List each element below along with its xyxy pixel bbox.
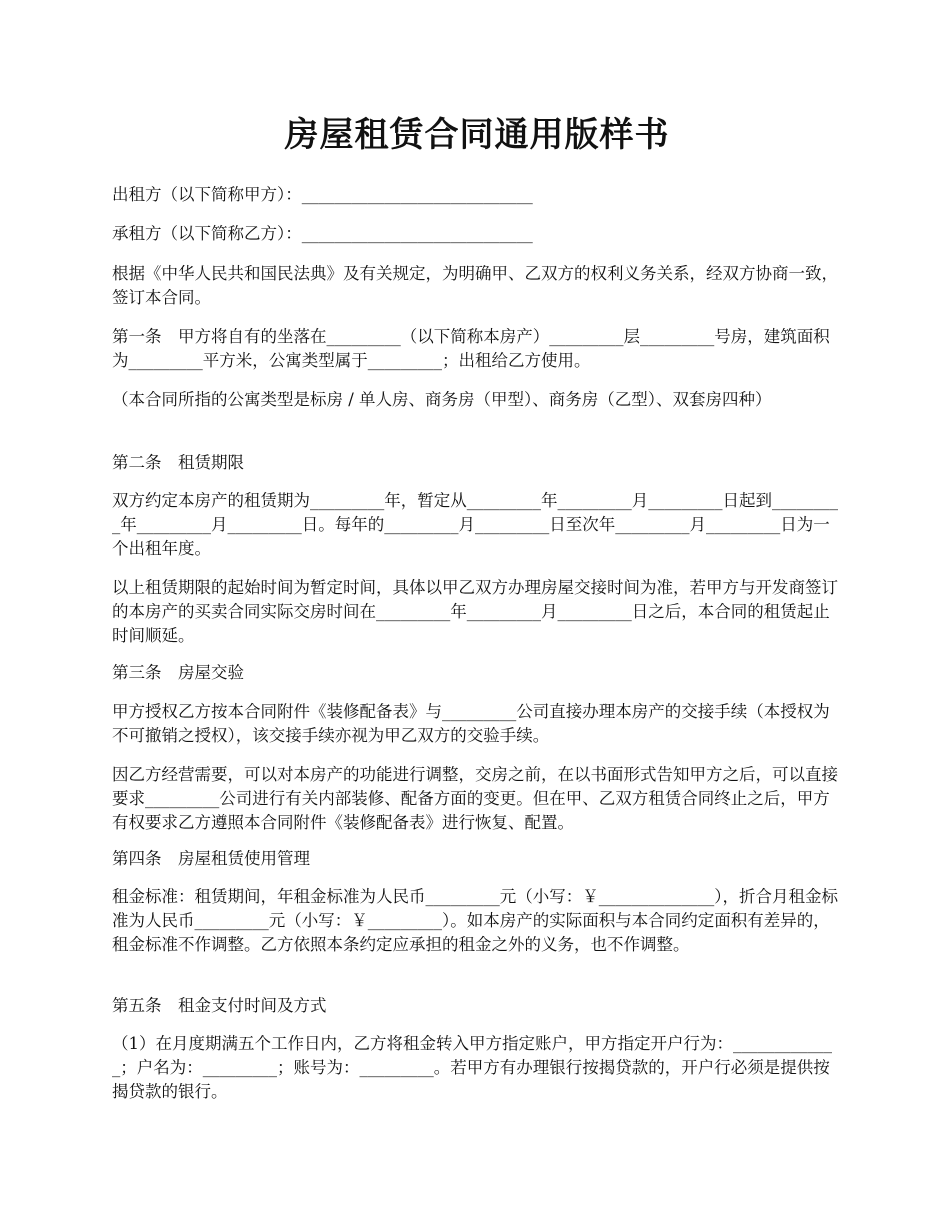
article-5-heading: 第五条 租金支付时间及方式: [112, 996, 327, 1015]
lease-term-paragraph: 双方约定本房产的租赁期为_________年，暂定从_________年_________月_________日起到_________年_________月_________日。每年的_________月_________日至次年_________月_________日为一个出租年度。: [112, 491, 838, 558]
apartment-type-note: （本合同所指的公寓类型是标房 / 单人房、商务房（甲型）、商务房（乙型）、双套房四种）: [112, 390, 772, 409]
preamble-paragraph: 根据《中华人民共和国民法典》及有关规定，为明确甲、乙双方的权利义务关系，经双方协商一致，签订本合同。: [112, 264, 838, 307]
article-1-paragraph: 第一条 甲方将自有的坐落在_________（以下简称本房产）_________层_________号房，建筑面积为_________平方米，公寓类型属于_________；出租给乙方使用。: [112, 327, 830, 370]
lessee-line: 承租方（以下简称乙方）：____________________________: [112, 224, 533, 243]
article-4-heading: 第四条 房屋租赁使用管理: [112, 849, 310, 868]
payment-paragraph: （1）在月度期满五个工作日内，乙方将租金转入甲方指定账户，甲方指定开户行为：_____________；户名为：_________；账号为：_________。若甲方有办理银行按揭贷款的，开户行必须是提供按揭贷款的银行。: [112, 1034, 832, 1101]
handover-paragraph: 甲方授权乙方按本合同附件《装修配备表》与_________公司直接办理本房产的交接手续（本授权为不可撤销之授权），该交接手续亦视为甲乙双方的交验手续。: [112, 702, 830, 745]
rent-standard-paragraph: 租金标准：租赁期间，年租金标准为人民币_________元（小写：￥______________），折合月租金标准为人民币_________元（小写：￥_________）。如本房产的实际面积与本合同约定面积有差异的，租金标准不作调整。乙方依照本条约定应承担的租金之外的义务，也不作调整。: [112, 887, 838, 954]
article-2-heading: 第二条 租赁期限: [112, 453, 244, 472]
article-3-heading: 第三条 房屋交验: [112, 663, 244, 682]
lessor-line: 出租方（以下简称甲方）：____________________________: [112, 185, 533, 204]
document-title: 房屋租赁合同通用版样书: [284, 115, 670, 155]
modification-paragraph: 因乙方经营需要，可以对本房产的功能进行调整，交房之前，在以书面形式告知甲方之后，可以直接要求_________公司进行有关内部装修、配备方面的变更。但在甲、乙双方租赁合同终止之后，甲方有权要求乙方遵照本合同附件《装修配备表》进行恢复、配置。: [112, 765, 838, 832]
lease-start-paragraph: 以上租赁期限的起始时间为暂定时间，具体以甲乙双方办理房屋交接时间为准，若甲方与开发商签订的本房产的买卖合同实际交房时间在_________年_________月_________日之后，本合同的租赁起止时间顺延。: [112, 578, 838, 645]
